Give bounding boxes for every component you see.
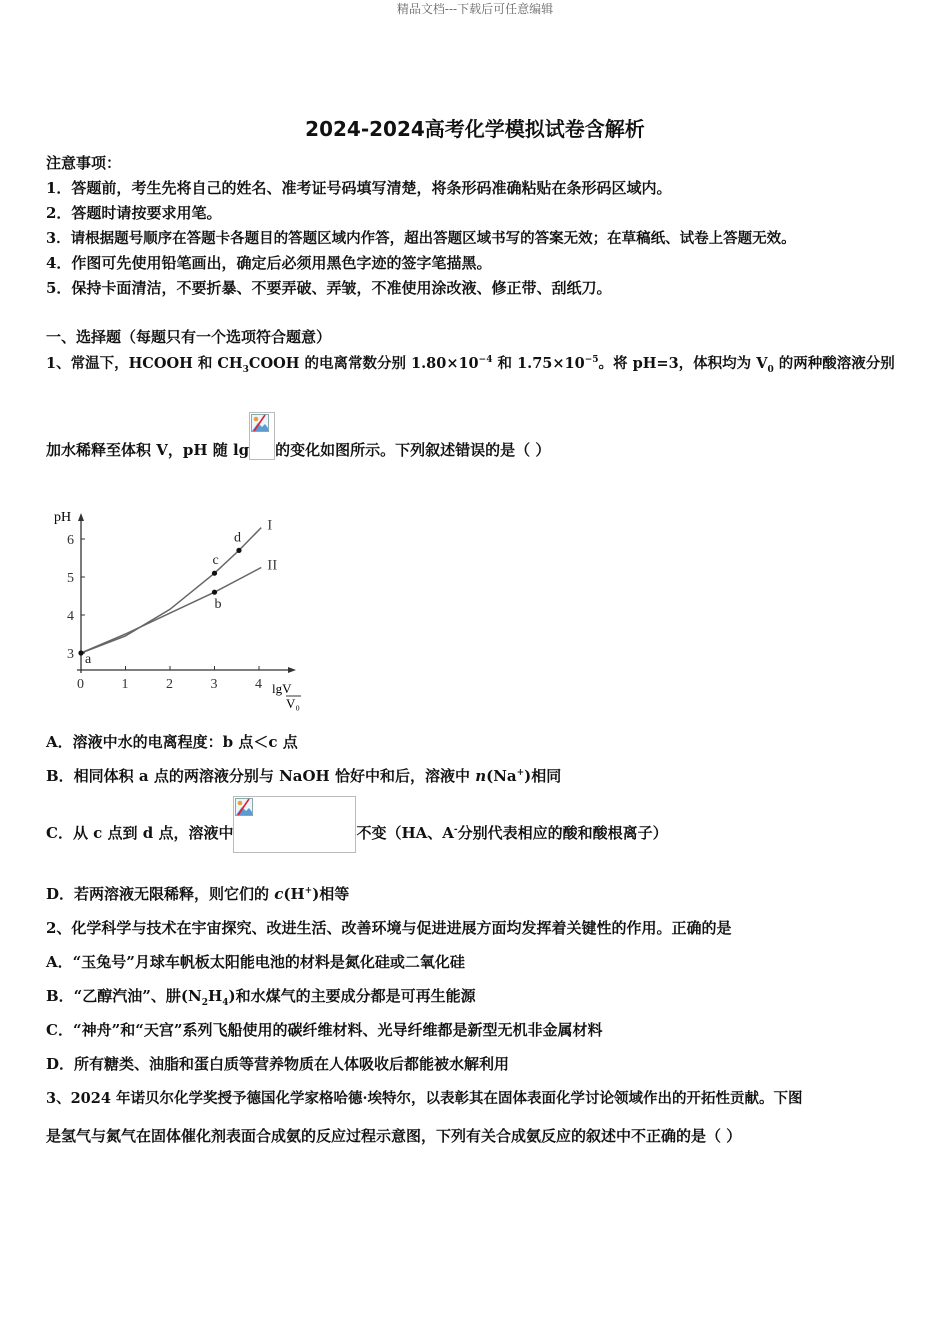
question-1-stem-line1: 1、常温下，HCOOH 和 $CH_3COOH$ 的电离常数分别 $1.80\times 10^{-4}$ 和 $1.75\times 10^{-5}$。将 pH=3，体积均为 $V_0$ 的两种酸溶液分别 — [46, 355, 895, 375]
page-title: 2024-2024高考化学模拟试卷含解析 — [305, 117, 645, 141]
notice-item: 4．作图可先使用铅笔画出，确定后必须用黑色字迹的签字笔描黑。 — [46, 254, 492, 272]
question-1-stem-line2: 加水稀释至体积 V，pH 随 lg 的变化如图所示。下列叙述错误的是（ ） — [46, 411, 550, 460]
y-axis-label: pH — [54, 510, 72, 525]
q2-option-d: D．所有糖类、油脂和蛋白质等营养物质在人体吸收后都能被水解利用 — [46, 1055, 510, 1073]
data-point-c — [212, 571, 217, 576]
ratio-image-placeholder — [233, 796, 356, 853]
chart-axes — [77, 513, 296, 673]
series-label-I: I — [267, 517, 273, 534]
fraction-image-placeholder — [249, 412, 275, 460]
x-tick-label: 3 — [210, 677, 218, 692]
x-axis-label-top: lgV — [272, 681, 292, 696]
y-tick-label: 5 — [67, 571, 74, 586]
series-label-II: II — [267, 557, 278, 574]
question-3-stem-line1: 3、2024 年诺贝尔化学奖授予德国化学家格哈德·埃特尔，以表彰其在固体表面化学讨论领域作出的开拓性贡献。下图 — [46, 1090, 803, 1107]
data-point-label-a: a — [85, 652, 92, 667]
question-3-stem-line2: 是氢气与氮气在固体催化剂表面合成氨的反应过程示意图，下列有关合成氨反应的叙述中不正确的是（ ） — [46, 1127, 742, 1145]
data-point-a — [78, 650, 83, 655]
q2-option-a: A．“玉兔号”月球车帆板太阳能电池的材料是氮化硅或二氧化硅 — [46, 953, 465, 971]
question-2-stem: 2、化学科学与技术在宇宙探究、改进生活、改善环境与促进进展方面均发挥着关键性的作用。正确的是 — [46, 919, 732, 937]
y-tick-label: 4 — [67, 609, 74, 624]
data-point-label-d: d — [233, 530, 241, 546]
y-axis-arrow — [78, 513, 84, 521]
notice-item: 1．答题前，考生先将自己的姓名、准考证号码填写清楚，将条形码准确粘贴在条形码区域内。 — [46, 179, 672, 197]
ph-dilution-chart — [46, 505, 316, 715]
series-line-II — [81, 568, 261, 654]
broken-image-icon — [235, 798, 253, 816]
x-axis-label-bottom: V₀ — [286, 696, 300, 711]
x-axis-arrow — [288, 667, 296, 673]
broken-image-icon — [251, 414, 269, 432]
data-point-b — [212, 590, 217, 595]
q2-option-c: C．“神舟”和“天宫”系列飞船使用的碳纤维材料、光导纤维都是新型无机非金属材料 — [46, 1021, 603, 1039]
x-tick-label: 0 — [77, 677, 84, 692]
y-tick-label: 6 — [67, 533, 74, 548]
chart-series — [81, 518, 277, 653]
q1-option-d: D．若两溶液无限稀释，则它们的 c(H+)相等 — [46, 885, 350, 903]
page-header: 精品文档---下载后可任意编辑 — [396, 2, 554, 16]
q1-option-a: A．溶液中水的电离程度：b 点＜c 点 — [46, 733, 298, 751]
x-tick-label: 1 — [121, 677, 129, 692]
q1-option-b: B．相同体积 a 点的两溶液分别与 NaOH 恰好中和后，溶液中 n(Na+)相同 — [46, 767, 562, 785]
data-point-d — [236, 548, 241, 553]
data-point-label-b: b — [214, 597, 222, 613]
notice-item: 5．保持卡面清洁，不要折暴、不要弄破、弄皱，不准使用涂改液、修正带、刮纸刀。 — [46, 279, 612, 297]
q2-option-b: B．“乙醇汽油”、肼$(N_2H_4)$和水煤气的主要成分都是可再生能源 — [46, 987, 476, 1008]
series-line-I — [81, 528, 261, 653]
q1-option-c: C．从 c 点到 d 点，溶液中 不变（HA、A-分别代表相应的酸和酸根离子） — [46, 796, 668, 853]
notice-heading: 注意事项： — [46, 154, 122, 172]
y-tick-label: 3 — [67, 647, 74, 662]
data-point-label-c: c — [212, 553, 219, 569]
notice-item: 2．答题时请按要求用笔。 — [46, 204, 222, 222]
notice-item: 3．请根据题号顺序在答题卡各题目的答题区域内作答，超出答题区域书写的答案无效；在草稿纸、试卷上答题无效。 — [46, 230, 796, 247]
section-heading: 一、选择题（每题只有一个选项符合题意） — [46, 328, 332, 346]
x-tick-label: 4 — [255, 677, 262, 692]
x-tick-label: 2 — [166, 677, 173, 692]
chart-points — [78, 530, 241, 667]
